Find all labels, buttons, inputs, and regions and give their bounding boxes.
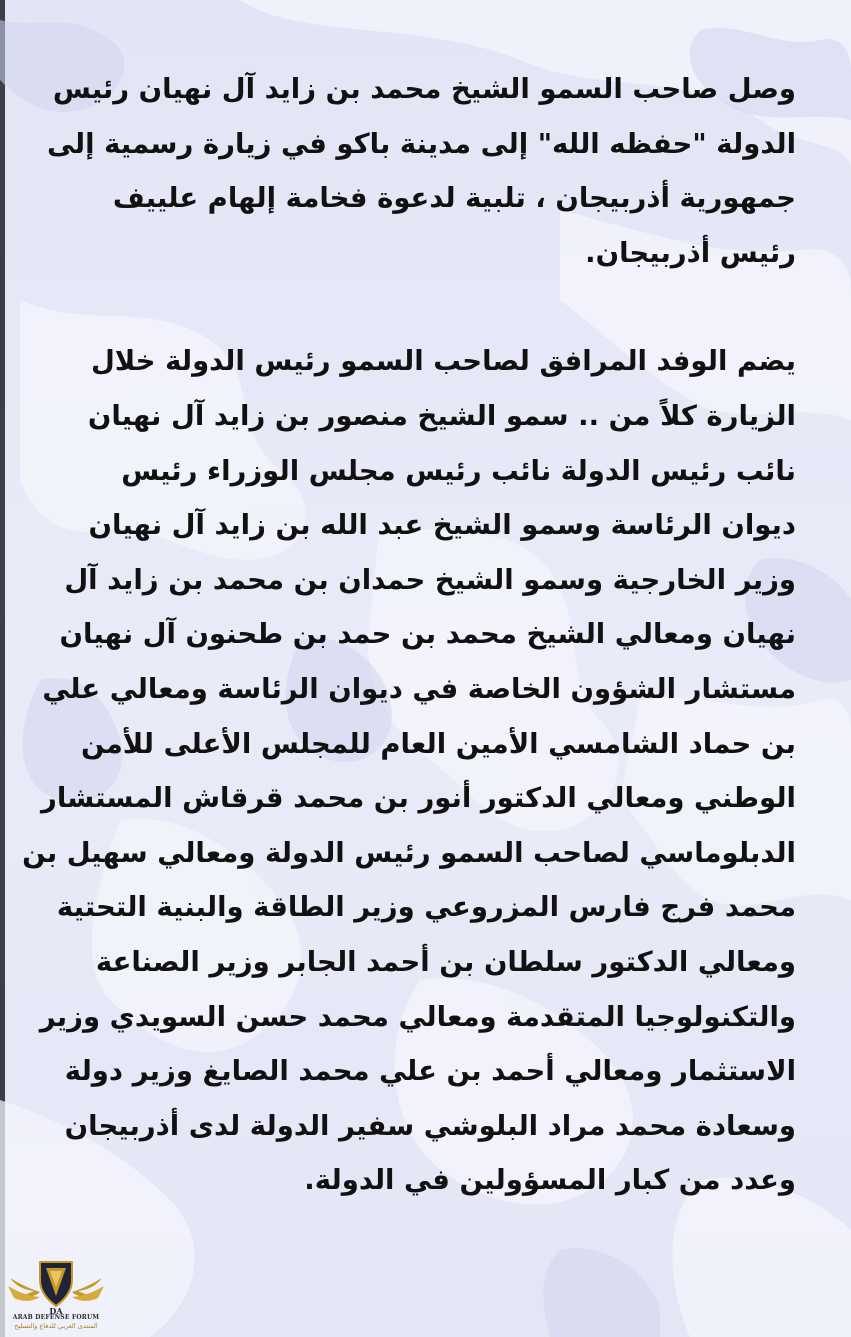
- text-line: نهيان ومعالي الشيخ محمد بن حمد بن طحنون آل نهيان: [59, 618, 796, 651]
- logo-monogram: DA: [49, 1306, 63, 1316]
- paragraph-spacer: [22, 280, 796, 334]
- text-line: وصل صاحب السمو الشيخ محمد بن زايد آل نهيان رئيس: [52, 73, 796, 105]
- text-line: رئيس أذربيجان.: [585, 236, 796, 269]
- text-line: محمد فرج فارس المزروعي وزير الطاقة والبنية التحتية: [56, 891, 796, 924]
- text-line: الوطني ومعالي الدكتور أنور بن محمد قرقاش المستشار: [40, 782, 796, 815]
- text-line: يضم الوفد المرافق لصاحب السمو رئيس الدولة خلال: [90, 345, 796, 378]
- text-line: مستشار الشؤون الخاصة في ديوان الرئاسة ومعالي علي: [42, 672, 796, 705]
- text-line: جمهورية أذربيجان ، تلبية لدعوة فخامة إلهام علييف: [112, 182, 796, 215]
- text-line: الدبلوماسي لصاحب السمو رئيس الدولة ومعالي سهيل بن: [22, 836, 796, 869]
- text-line: الزيارة كلاً من .. سمو الشيخ منصور بن زايد آل نهيان: [87, 399, 796, 432]
- text-line: الدولة "حفظه الله" إلى مدينة باكو في زيارة رسمية إلى: [46, 127, 796, 160]
- text-line: بن حماد الشامسي الأمين العام للمجلس الأعلى للأمن: [81, 727, 796, 760]
- text-line: وعدد من كبار المسؤولين في الدولة.: [304, 1164, 796, 1197]
- eagle-shield-icon: [6, 1256, 106, 1316]
- logo-arabic-name: المنتدى العربي للدفاع والتسليح: [14, 1322, 98, 1330]
- text-line: وزير الخارجية وسمو الشيخ حمدان بن محمد بن زايد آل: [64, 563, 796, 596]
- text-line: الاستثمار ومعالي أحمد بن علي محمد الصايغ وزير دولة: [64, 1055, 796, 1088]
- article-paragraph: [22, 334, 796, 1208]
- text-line: والتكنولوجيا المتقدمة ومعالي محمد حسن السويدي وزير: [39, 1000, 796, 1033]
- article-paragraph: [22, 62, 796, 280]
- text-line: وسعادة محمد مراد البلوشي سفير الدولة لدى أذربيجان: [64, 1109, 796, 1142]
- logo-name: ARAB DEFENSE FORUM: [12, 1314, 100, 1321]
- text-line: ومعالي الدكتور سلطان بن أحمد الجابر وزير الصناعة: [95, 945, 796, 978]
- arab-defense-forum-logo: [6, 1256, 106, 1337]
- text-line: ديوان الرئاسة وسمو الشيخ عبد الله بن زايد آل نهيان: [88, 509, 796, 542]
- text-line: نائب رئيس الدولة نائب رئيس مجلس الوزراء رئيس: [121, 454, 796, 487]
- article-body: [22, 62, 796, 1208]
